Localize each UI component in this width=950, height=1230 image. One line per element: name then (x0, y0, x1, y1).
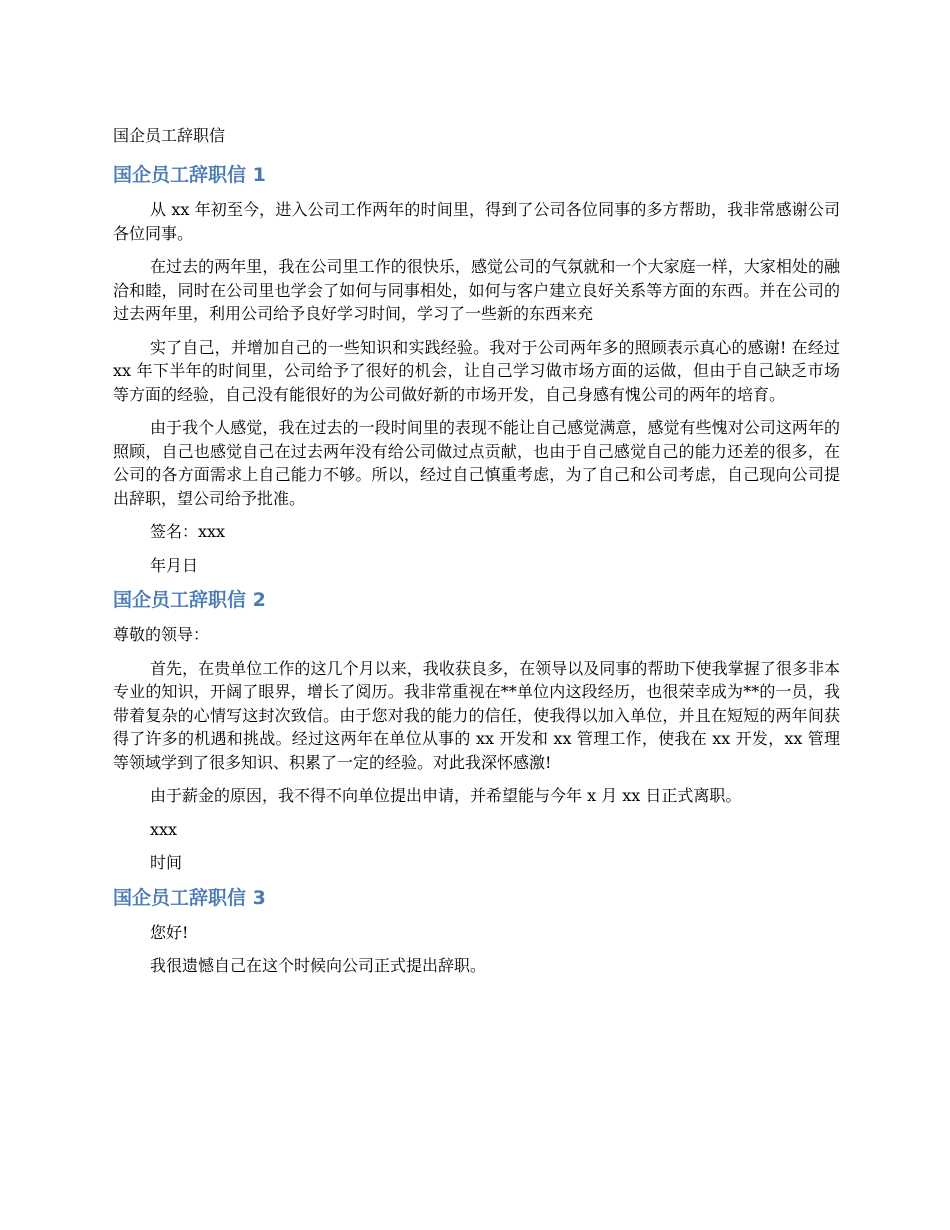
section-heading-3: 国企员工辞职信 3 (113, 886, 266, 909)
document-title: 国企员工辞职信 (113, 126, 226, 145)
paragraph: 我很遗憾自己在这个时候向公司正式提出辞职。 (150, 956, 487, 975)
greeting: 尊敬的领导： (113, 625, 210, 644)
paragraph: 在过去的两年里，我在公司里工作的很快乐，感觉公司的气氛就和一个大家庭一样，大家相处的融洽和睦，同时在公司里也学会了如何与同事相处，如何与客户建立良好关系等方面的东西。并在公司的过去两年里，利用公司给予良好学习时间，学习了一些新的东西来充 (113, 257, 840, 323)
section-heading-2: 国企员工辞职信 2 (113, 589, 266, 611)
signature-line: xxx (150, 819, 178, 839)
document-page (113, 124, 840, 988)
paragraph: 由于薪金的原因，我不得不向单位提出申请，并希望能与今年 x 月 xx 日正式离职。 (150, 786, 742, 805)
date-line: 时间 (150, 853, 183, 872)
paragraph: 从 xx 年初至今，进入公司工作两年的时间里，得到了公司各位同事的多方帮助，我非常感谢公司各位同事。 (113, 200, 840, 243)
greeting: 您好! (150, 922, 189, 942)
paragraph: 首先，在贵单位工作的这几个月以来，我收获良多，在领导以及同事的帮助下使我掌握了很多非本专业的知识，开阔了眼界，增长了阅历。我非常重视在**单位内这段经历，也很荣幸成为**的一员，我带着复杂的心情写这封次致信。由于您对我的能力的信任，使我得以加入单位，并且在短短的两年间获得了许多的机遇和挑战。经过这两年在单位从事的 xx 开发和 xx 管理工作，使我在 xx 开发，xx 管理等领域学到了很多知识、积累了一定的经验。对此我深怀感激! (113, 658, 840, 772)
signature-line: 签名：xxx (150, 522, 226, 541)
paragraph: 实了自己，并增加自己的一些知识和实践经验。我对于公司两年多的照顾表示真心的感谢! 在经过 xx 年下半年的时间里，公司给予了很好的机会，让自己学习做市场方面的运做，但由于自己缺乏市场等方面的经验，自己没有能很好的为公司做好新的市场开发，自己身感有愧公司的两年的培育。 (113, 337, 840, 404)
date-line: 年月日 (150, 555, 199, 575)
paragraph: 由于我个人感觉，我在过去的一段时间里的表现不能让自己感觉满意，感觉有些愧对公司这两年的照顾，自己也感觉自己在过去两年没有给公司做过点贡献，也由于自己感觉自己的能力还差的很多，在公司的各方面需求上自己能力不够。所以，经过自己慎重考虑，为了自己和公司考虑，自己现向公司提出辞职，望公司给予批准。 (113, 418, 840, 508)
section-heading-1: 国企员工辞职信 1 (113, 164, 266, 186)
